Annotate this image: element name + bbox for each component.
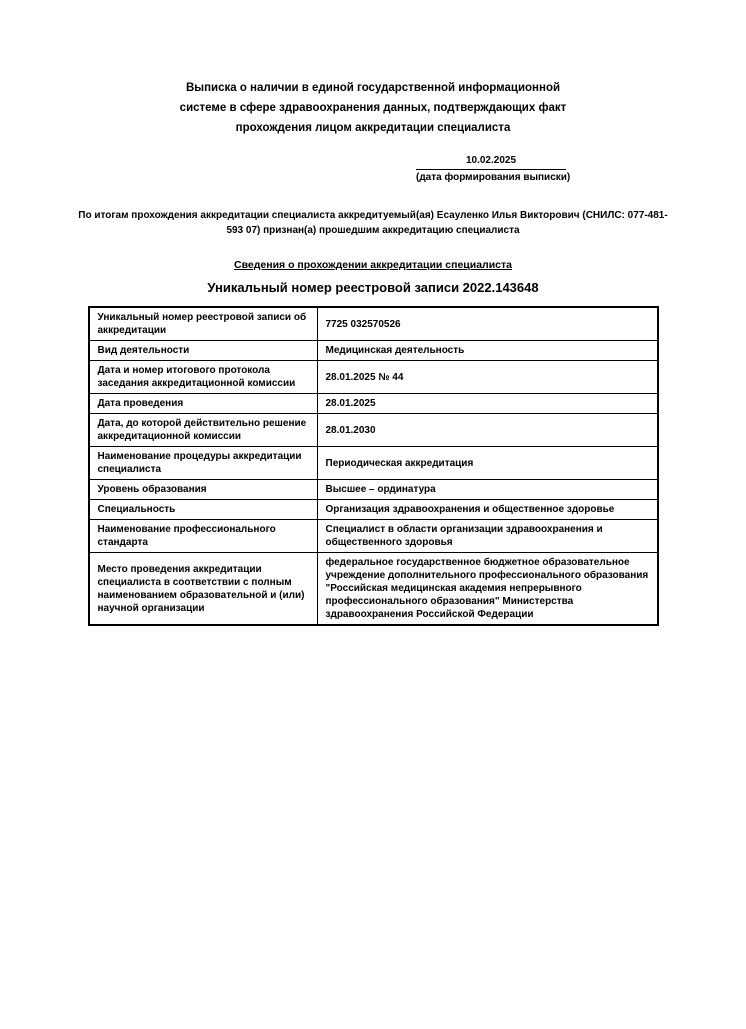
row-label: Уникальный номер реестровой записи об аккредитации: [89, 307, 318, 341]
row-value: Специалист в области организации здравоохранения и общественного здоровья: [317, 520, 658, 553]
row-label: Дата и номер итогового протокола заседания аккредитационной комиссии: [89, 361, 318, 394]
table-row: [89, 394, 658, 414]
row-value: 28.01.2030: [317, 414, 658, 447]
section-heading: Сведения о прохождении аккредитации специалиста: [234, 259, 512, 271]
row-value: 28.01.2025: [317, 394, 658, 414]
table-row: [89, 307, 658, 341]
intro-line: По итогам прохождения аккредитации специалиста аккредитуемый(ая) Есауленко Илья Викторович (СНИЛС: 077-481-: [78, 210, 668, 221]
intro-paragraph: [0, 208, 746, 238]
row-value: Организация здравоохранения и общественное здоровье: [317, 500, 658, 520]
table-row: [89, 480, 658, 500]
row-value: 7725 032570526: [317, 307, 658, 341]
extract-date-value: 10.02.2025: [416, 154, 566, 170]
row-label: Уровень образования: [89, 480, 318, 500]
table-row: [89, 553, 658, 626]
table-row: [89, 520, 658, 553]
record-number-heading: Уникальный номер реестровой записи 2022.143648: [207, 280, 539, 295]
extract-date-block: [416, 154, 571, 184]
row-label: Специальность: [89, 500, 318, 520]
table-row: [89, 341, 658, 361]
extract-date-caption: (дата формирования выписки): [416, 172, 571, 183]
row-label: Дата проведения: [89, 394, 318, 414]
table-row: [89, 361, 658, 394]
table-row: [89, 500, 658, 520]
row-label: Место проведения аккредитации специалиста в соответствии с полным наименованием образовательной и (или) научной организации: [89, 553, 318, 626]
page-title-line: прохождения лицом аккредитации специалиста: [235, 122, 511, 134]
row-label: Наименование процедуры аккредитации специалиста: [89, 447, 318, 480]
row-value: федеральное государственное бюджетное образовательное учреждение дополнительного профессионального образования "Российская медицинская академия непрерывного профессионального образования" Министерства здравоохранения Российской Федерации: [317, 553, 658, 626]
row-label: Дата, до которой действительно решение аккредитационной комиссии: [89, 414, 318, 447]
page-title: [0, 78, 746, 138]
row-value: 28.01.2025 № 44: [317, 361, 658, 394]
row-label: Вид деятельности: [89, 341, 318, 361]
row-value: Периодическая аккредитация: [317, 447, 658, 480]
accreditation-table: [88, 306, 659, 626]
page-title-line: Выписка о наличии в единой государственной информационной: [185, 82, 561, 94]
page-title-line: системе в сфере здравоохранения данных, подтверждающих факт: [179, 102, 567, 114]
row-value: Медицинская деятельность: [317, 341, 658, 361]
table-row: [89, 447, 658, 480]
row-label: Наименование профессионального стандарта: [89, 520, 318, 553]
row-value: Высшее – ординатура: [317, 480, 658, 500]
intro-line: 593 07) признан(а) прошедшим аккредитацию специалиста: [226, 225, 520, 236]
table-row: [89, 414, 658, 447]
